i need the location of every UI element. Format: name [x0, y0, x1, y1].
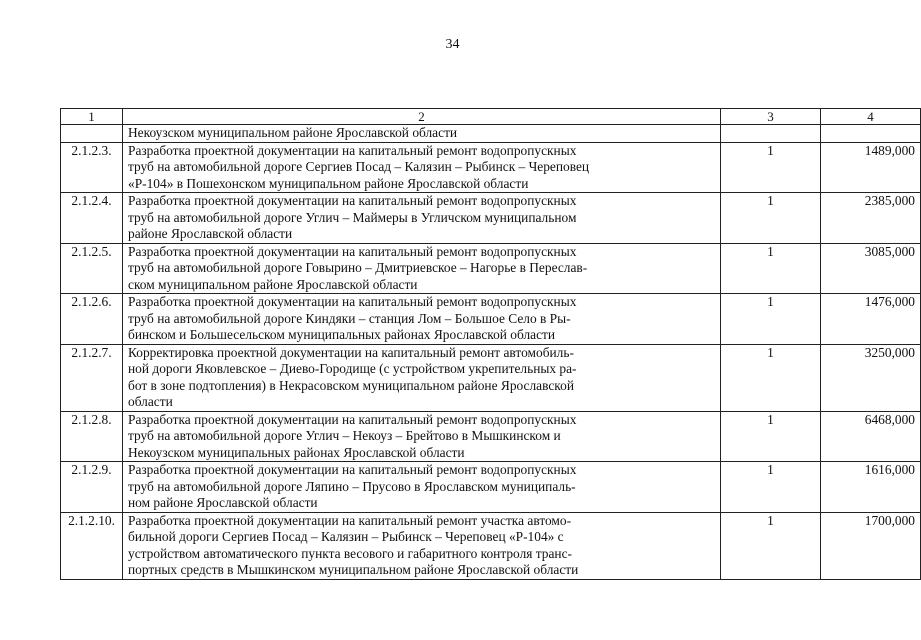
header-cell-value: 4 — [821, 109, 921, 125]
quantity-cell: 1 — [721, 512, 821, 579]
value-cell: 1616,000 — [821, 462, 921, 513]
table-row — [61, 462, 921, 513]
description-line: портных средств в Мышкинском муниципальном районе Ярославской области — [128, 562, 579, 577]
description-cell — [123, 411, 721, 462]
item-number-cell — [61, 125, 123, 143]
item-number-cell: 2.1.2.4. — [61, 193, 123, 244]
description-cell — [123, 142, 721, 193]
description-line: области — [128, 394, 173, 409]
description-cell — [123, 344, 721, 411]
description-cell — [123, 462, 721, 513]
description-cell — [123, 294, 721, 345]
item-number-cell: 2.1.2.10. — [61, 512, 123, 579]
quantity-cell: 1 — [721, 243, 821, 294]
page-number: 34 — [445, 37, 460, 52]
item-number-cell: 2.1.2.5. — [61, 243, 123, 294]
table-row — [61, 512, 921, 579]
quantity-cell: 1 — [721, 344, 821, 411]
description-line: труб на автомобильной дороге Ляпино – Прусово в Ярославском муниципаль- — [128, 478, 576, 494]
description-line: Разработка проектной документации на капитальный ремонт водопропускных — [128, 142, 577, 158]
description-cell — [123, 193, 721, 244]
item-number-cell: 2.1.2.8. — [61, 411, 123, 462]
description-line: бинском и Большесельском муниципальных районах Ярославской области — [128, 327, 556, 342]
description-line: труб на автомобильной дороге Углич – Маймеры в Угличском муниципальном — [128, 209, 577, 225]
table-body — [61, 109, 921, 580]
table-row — [61, 142, 921, 193]
table-row — [61, 411, 921, 462]
description-line: труб на автомобильной дороге Углич – Некоуз – Брейтово в Мышкинском и — [128, 428, 561, 443]
item-number-cell: 2.1.2.7. — [61, 344, 123, 411]
item-number-cell: 2.1.2.9. — [61, 462, 123, 513]
header-row — [61, 109, 921, 125]
header-cell-description: 2 — [123, 109, 721, 125]
value-cell: 2385,000 — [821, 193, 921, 244]
description-line: устройством автоматического пункта весового и габаритного контроля транс- — [128, 545, 572, 561]
description-line: ном районе Ярославской области — [128, 495, 318, 510]
description-line: Корректировка проектной документации на капитальный ремонт автомобиль- — [128, 344, 574, 360]
header-cell-quantity: 3 — [721, 109, 821, 125]
table-row — [61, 193, 921, 244]
quantity-cell: 1 — [721, 411, 821, 462]
description-line: Некоузском муниципальных районах Ярославской области — [128, 444, 465, 460]
quantity-cell — [721, 125, 821, 143]
description-line: Разработка проектной документации на капитальный ремонт водопропускных — [128, 193, 577, 208]
item-number-cell: 2.1.2.6. — [61, 294, 123, 345]
description-line: Разработка проектной документации на капитальный ремонт водопропускных — [128, 294, 577, 309]
item-number-cell: 2.1.2.3. — [61, 142, 123, 193]
description-cell — [123, 125, 721, 143]
value-cell: 3085,000 — [821, 243, 921, 294]
description-line: труб на автомобильной дороге Сергиев Посад – Калязин – Рыбинск – Череповец — [128, 159, 590, 174]
description-line: Разработка проектной документации на капитальный ремонт участка автомо- — [128, 512, 572, 528]
quantity-cell: 1 — [721, 142, 821, 193]
description-line: Разработка проектной документации на капитальный ремонт водопропускных — [128, 243, 577, 259]
value-cell: 3250,000 — [821, 344, 921, 411]
description-line: ной дороги Яковлевское – Диево-Городище (с устройством укрепительных ра- — [128, 361, 577, 376]
table-row — [61, 344, 921, 411]
header-cell-num: 1 — [61, 109, 123, 125]
value-cell: 1700,000 — [821, 512, 921, 579]
description-cell — [123, 512, 721, 579]
table-row — [61, 125, 921, 143]
value-cell — [821, 125, 921, 143]
works-table — [60, 108, 921, 580]
description-line: бильной дороги Сергиев Посад – Калязин – Рыбинск – Череповец «Р-104» с — [128, 529, 564, 544]
description-line: бот в зоне подтопления) в Некрасовском муниципальном районе Ярославской — [128, 377, 574, 393]
value-cell: 1476,000 — [821, 294, 921, 345]
quantity-cell: 1 — [721, 462, 821, 513]
table-row — [61, 294, 921, 345]
description-line: Разработка проектной документации на капитальный ремонт водопропускных — [128, 462, 577, 477]
description-cell — [123, 243, 721, 294]
value-cell: 6468,000 — [821, 411, 921, 462]
value-cell: 1489,000 — [821, 142, 921, 193]
quantity-cell: 1 — [721, 294, 821, 345]
description-line: ском муниципальном районе Ярославской области — [128, 276, 418, 292]
description-line: труб на автомобильной дороге Киндяки – станция Лом – Большое Село в Ры- — [128, 310, 571, 326]
description-line: Некоузском муниципальном районе Ярославской области — [128, 125, 458, 140]
description-line: «Р-104» в Пошехонском муниципальном районе Ярославской области — [128, 175, 529, 191]
quantity-cell: 1 — [721, 193, 821, 244]
description-line: районе Ярославской области — [128, 226, 293, 241]
table-row — [61, 243, 921, 294]
description-line: Разработка проектной документации на капитальный ремонт водопропускных — [128, 411, 577, 427]
description-line: труб на автомобильной дороге Говырино – Дмитриевское – Нагорье в Переслав- — [128, 260, 588, 275]
